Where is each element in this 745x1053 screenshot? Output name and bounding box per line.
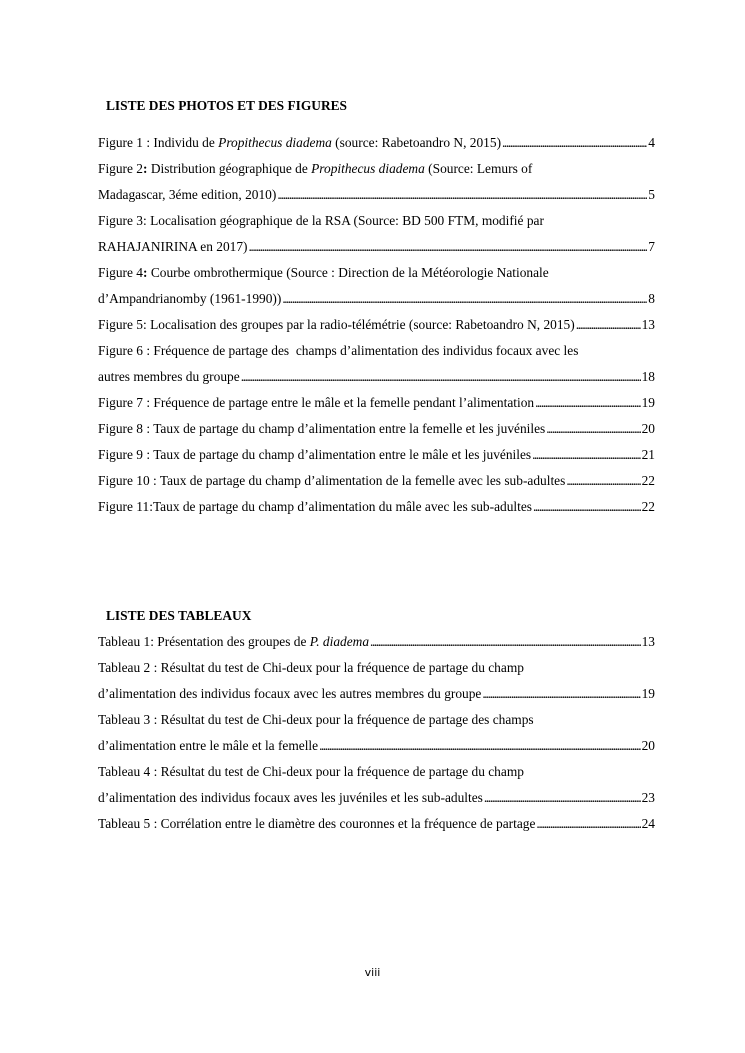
entry-label: Figure 6 :: [98, 343, 154, 358]
entry-text-segment: Fréquence de partage entre le mâle et la femelle pendant l’alimentation: [153, 395, 535, 410]
toc-entry[interactable]: [98, 811, 655, 837]
entry-text: [98, 494, 532, 520]
entry-line: [98, 494, 655, 520]
entry-line: [98, 182, 655, 208]
entry-text: [98, 338, 578, 364]
entry-label: Figure 3:: [98, 213, 151, 228]
entry-line: [98, 759, 655, 785]
dot-leader: [576, 312, 641, 338]
entry-page-number: 19: [641, 686, 655, 701]
entry-label: Figure 11:: [98, 499, 153, 514]
entry-line: [98, 629, 655, 655]
entry-page-number: 20: [641, 421, 655, 436]
entry-page-number: 19: [641, 395, 655, 410]
entry-label: Tableau 1:: [98, 634, 158, 649]
dot-leader: [282, 286, 647, 312]
dot-leader: [532, 442, 640, 468]
entry-line: [98, 260, 655, 286]
entry-text-segment: Propithecus diadema: [218, 135, 332, 150]
entry-page-number: 18: [641, 369, 655, 384]
entry-page-number: 5: [648, 187, 655, 202]
entry-text-segment: Taux de partage du champ d’alimentation entre la femelle et les juvéniles: [153, 421, 546, 436]
entry-text: [98, 390, 534, 416]
entry-text-segment: Présentation des groupes de: [157, 634, 310, 649]
entry-text: [98, 785, 483, 811]
tables-list: [98, 629, 655, 837]
entry-text-segment: Résultat du test de Chi-deux pour la fréquence de partage des champs: [160, 712, 534, 727]
entry-text-segment: Taux de partage du champ d’alimentation entre le mâle et les juvéniles: [153, 447, 532, 462]
entry-page-number: 4: [648, 135, 655, 150]
dot-leader: [536, 811, 640, 837]
entry-page-number: 24: [641, 816, 655, 831]
toc-entry[interactable]: [98, 655, 655, 707]
entry-line: [98, 156, 655, 182]
entry-text: [98, 286, 281, 312]
entry-label: Tableau 3 :: [98, 712, 161, 727]
entry-line: [98, 338, 655, 364]
entry-text-segment: Distribution géographique de: [147, 161, 312, 176]
entry-text: [98, 681, 481, 707]
entry-line: [98, 234, 655, 260]
entry-text-segment: P. diadema: [309, 634, 370, 649]
toc-entry[interactable]: [98, 312, 655, 338]
entry-text-segment: (source: Rabetoandro N, 2015): [331, 135, 502, 150]
entry-text: [98, 234, 248, 260]
toc-entry[interactable]: [98, 629, 655, 655]
entry-text: [98, 156, 532, 182]
tables-list-title: LISTE DES TABLEAUX: [106, 608, 252, 623]
dot-leader: [319, 733, 641, 759]
dot-leader: [277, 182, 647, 208]
toc-entry[interactable]: [98, 390, 655, 416]
entry-text: [98, 629, 369, 655]
dot-leader: [484, 785, 641, 811]
entry-text: [98, 442, 531, 468]
entry-text: [98, 364, 240, 390]
entry-line: [98, 208, 655, 234]
entry-text: [98, 130, 501, 156]
entry-line: [98, 785, 655, 811]
entry-text: [98, 260, 549, 286]
entry-label: Figure 7 :: [98, 395, 154, 410]
entry-label-colon: :: [143, 265, 148, 280]
entry-page-number: 8: [648, 291, 655, 306]
entry-label: Figure 2: [98, 161, 144, 176]
entry-text-segment: d’alimentation des individus focaux avec les autres membres du groupe: [98, 686, 482, 701]
entry-text-segment: Courbe ombrothermique (Source : Direction de la Météorologie Nationale: [147, 265, 549, 280]
entry-text-segment: autres membres du groupe: [98, 369, 240, 384]
entry-text-segment: Corrélation entre le diamètre des couronnes et la fréquence de partage: [160, 816, 536, 831]
entry-label: Figure 5:: [98, 317, 151, 332]
dot-leader: [546, 416, 640, 442]
toc-entry[interactable]: [98, 338, 655, 390]
dot-leader: [482, 681, 640, 707]
entry-line: [98, 130, 655, 156]
entry-text-segment: Taux de partage du champ d’alimentation de la femelle avec les sub-adultes: [159, 473, 566, 488]
entry-text: [98, 182, 276, 208]
entry-line: [98, 312, 655, 338]
entry-page-number: 13: [641, 634, 655, 649]
entry-text-segment: Localisation des groupes par la radio-télémétrie (source: Rabetoandro N, 2015): [150, 317, 575, 332]
toc-entry[interactable]: [98, 442, 655, 468]
entry-label: Figure 8 :: [98, 421, 154, 436]
entry-text: [98, 468, 565, 494]
entry-text-segment: RAHAJANIRINA en 2017): [98, 239, 248, 254]
dot-leader: [533, 494, 641, 520]
entry-text-segment: Taux de partage du champ d’alimentation du mâle avec les sub-adultes: [152, 499, 533, 514]
dot-leader: [241, 364, 641, 390]
figures-list-title: LISTE DES PHOTOS ET DES FIGURES: [106, 98, 347, 113]
dot-leader: [249, 234, 648, 260]
dot-leader: [535, 390, 640, 416]
entry-text: [98, 733, 318, 759]
toc-entry[interactable]: [98, 468, 655, 494]
dot-leader: [370, 629, 641, 655]
entry-page-number: 22: [641, 499, 655, 514]
entry-text-segment: Fréquence de partage des champs d’alimentation des individus focaux avec les: [153, 343, 579, 358]
entry-label-colon: :: [143, 161, 148, 176]
entry-text-segment: Individu de: [153, 135, 219, 150]
entry-text: [98, 811, 535, 837]
toc-entry[interactable]: [98, 494, 655, 520]
toc-entry[interactable]: [98, 707, 655, 759]
entry-line: [98, 681, 655, 707]
entry-text: [98, 759, 524, 785]
figures-list: [98, 130, 655, 520]
entry-label: Tableau 5 :: [98, 816, 161, 831]
page-number: viii: [364, 966, 381, 979]
entry-page-number: 20: [641, 738, 655, 753]
entry-text-segment: d’alimentation entre le mâle et la femelle: [98, 738, 319, 753]
entry-text-segment: Propithecus diadema: [311, 161, 425, 176]
toc-entry[interactable]: [98, 208, 655, 260]
entry-text-segment: Localisation géographique de la RSA (Source: BD 500 FTM, modifié par: [150, 213, 544, 228]
entry-text-segment: Résultat du test de Chi-deux pour la fréquence de partage du champ: [160, 764, 524, 779]
entry-text: [98, 655, 524, 681]
toc-entry[interactable]: [98, 156, 655, 208]
entry-page-number: 23: [641, 790, 655, 805]
entry-text-segment: d’alimentation des individus focaux aves les juvéniles et les sub-adultes: [98, 790, 483, 805]
entry-line: [98, 655, 655, 681]
dot-leader: [502, 130, 647, 156]
entry-text-segment: d’Ampandrianomby (1961-1990)): [98, 291, 282, 306]
entry-line: [98, 468, 655, 494]
entry-page-number: 22: [641, 473, 655, 488]
entry-label: Figure 4: [98, 265, 144, 280]
entry-page-number: 21: [641, 447, 655, 462]
entry-text-segment: Résultat du test de Chi-deux pour la fréquence de partage du champ: [160, 660, 524, 675]
entry-line: [98, 811, 655, 837]
entry-line: [98, 707, 655, 733]
entry-text: [98, 707, 534, 733]
toc-entry[interactable]: [98, 260, 655, 312]
toc-entry[interactable]: [98, 416, 655, 442]
entry-label: Tableau 2 :: [98, 660, 161, 675]
entry-text: [98, 312, 575, 338]
entry-line: [98, 286, 655, 312]
entry-line: [98, 416, 655, 442]
entry-text-segment: Madagascar, 3éme edition, 2010): [98, 187, 277, 202]
entry-label: Tableau 4 :: [98, 764, 161, 779]
toc-entry[interactable]: [98, 130, 655, 156]
entry-label: Figure 9 :: [98, 447, 154, 462]
entry-line: [98, 364, 655, 390]
toc-entry[interactable]: [98, 759, 655, 811]
entry-line: [98, 733, 655, 759]
entry-text: [98, 416, 545, 442]
dot-leader: [566, 468, 640, 494]
entry-page-number: 13: [641, 317, 655, 332]
entry-line: [98, 390, 655, 416]
entry-label: Figure 1 :: [98, 135, 154, 150]
entry-page-number: 7: [648, 239, 655, 254]
entry-text: [98, 208, 544, 234]
entry-label: Figure 10 :: [98, 473, 160, 488]
entry-line: [98, 442, 655, 468]
entry-text-segment: (Source: Lemurs of: [424, 161, 533, 176]
